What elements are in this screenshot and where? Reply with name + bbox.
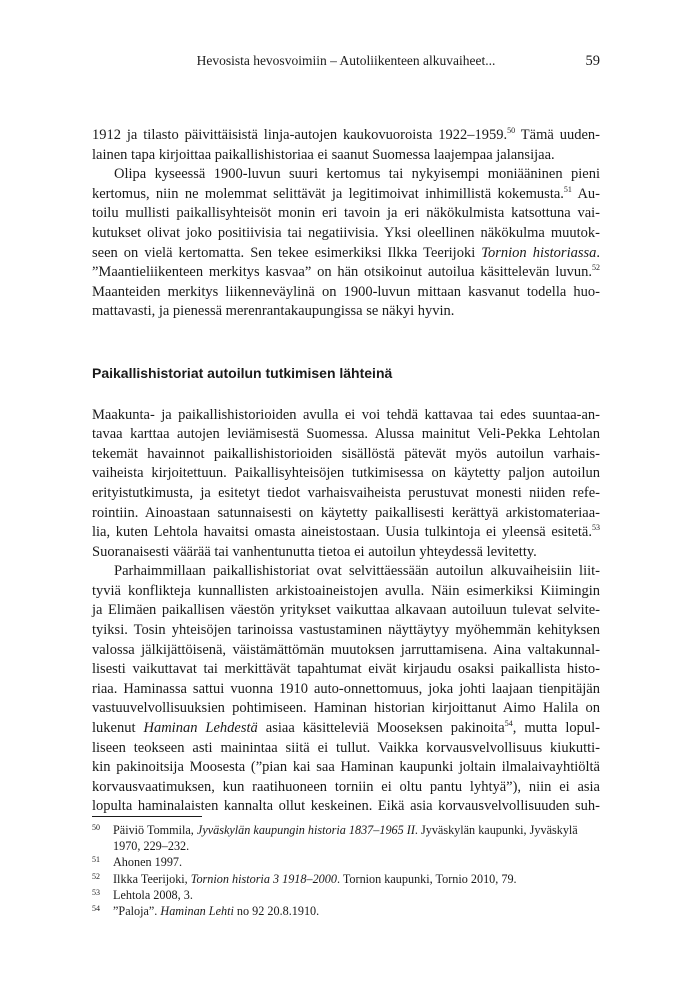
- text-line: tavaa karttaa autojen leviämisestä Suomessa. Alussa mainitut Veli-Pekka Lehtolan: [92, 426, 600, 443]
- footnote-text: Päiviö Tommila, Jyväskylän kaupungin historia 1837–1965 II. Jyväskylän kaupunki, Jyväskylä: [113, 823, 578, 837]
- text-line: kertomus, niin ne molemmat selittävät ja legitimoivat inhimillistä kokemusta.$^{51}$ Au-: [92, 184, 601, 202]
- text-line: toilu mullisti paikallisyhteisöt monin eri tavoin ja eri näkökulmista katsottuna vai-: [92, 205, 600, 222]
- footnote-ref[interactable]: 51: [563, 184, 572, 194]
- footnote-number: 50: [92, 823, 100, 832]
- text-line: lia, kuten Lehtola havaitsi omasta aineistostaan. Uusia tulkintoja ei yleensä esitetä.$^{53}$: [92, 523, 600, 541]
- text-line: korvausvaatimuksen, kun raatihuoneen torniin ei oltu pantu lyhtyä”), niin ei asia: [92, 778, 600, 795]
- paragraph: [92, 126, 600, 165]
- text-line: lisesti vaikuttavat tai merkittävät tapahtumat eivät kirjaudu osaksi paikallista histo-: [92, 661, 600, 678]
- footnote-divider: [92, 816, 202, 817]
- footnote-number: 51: [92, 855, 100, 865]
- text-line: vastuuvelvollisuuksien pohtimiseen. Haminan historian kirjoittanut Aimo Halila on: [92, 700, 600, 717]
- text-line: 1912 ja tilasto päivittäisistä linja-autojen kaukovuoroista 1922–1959.50 Tämä uuden-: [92, 126, 600, 143]
- footnote-53: [92, 887, 600, 903]
- text-line: lainen tapa kirjoittaa paikallishistoriaa ei saanut Suomessa laajempaa jalansijaa.: [92, 146, 555, 163]
- text-line: mattavasti, ja pienessä merenrantakaupungissa se näkyi hyvin.: [92, 303, 455, 320]
- running-title: Hevosista hevosvoimiin – Autoliikenteen alkuvaiheet...: [196, 53, 496, 68]
- footnote-text: Ilkka Teerijoki, Tornion historia 3 1918–2000. Tornion kaupunki, Tornio 2010, 79.: [113, 871, 517, 886]
- body-text: [92, 126, 600, 817]
- footnote-number: 54: [92, 904, 100, 914]
- text-line: riaa. Haminassa sattui vuonna 1910 auto-onnettomuus, joka johti laajaan tienpitäjän: [92, 680, 600, 697]
- text-line: Maakunta- ja paikallishistorioiden avulla ei voi tehdä kattavaa tai edes suuntaa-an-: [92, 406, 600, 423]
- footnote-ref[interactable]: 52: [592, 263, 600, 273]
- paragraph: [92, 165, 600, 322]
- text-line: tekemät havainnot paikallishistorioiden sisällöstä pätevät myös autoilun varhais-: [92, 445, 600, 462]
- text-line: Suoranaisesti väärää tai vanhentunutta tietoa ei autoilun yhteydessä levitetty.: [92, 543, 537, 560]
- footnote-number: 53: [92, 887, 100, 897]
- text-line: Maanteiden merkitys liikenneväylinä on 1900-luvun mittaan kasvanut todella huo-: [92, 283, 600, 300]
- text-line: rointiin. Ainoastaan satunnaisesti on käytetty paikallisesti kerättyä arkistomateriaa-: [92, 504, 600, 521]
- page-number: 59: [585, 53, 600, 69]
- footnote-51: [92, 854, 600, 870]
- text-line: tyiksi. Tosin yhteisöjen tarinoissa vastustaminen näyttäytyy myöhemmän kehityksen: [92, 622, 600, 639]
- text-line: liseen teokseen asti mainintaa siitä ei tullut. Vaikka korvausvelvollisuus kiukutti-: [92, 739, 600, 756]
- footnote-number: 52: [92, 871, 100, 881]
- footnotes: [92, 822, 600, 919]
- footnote-text: Ahonen 1997.: [113, 855, 183, 870]
- text-line: erityistutkimusta, ja esitetyt tiedot varhaisvaiheista perustuvat monesti niiden refe-: [92, 484, 600, 501]
- footnote-50: [92, 822, 600, 854]
- running-header: [92, 50, 600, 72]
- footnote-ref[interactable]: 53: [592, 523, 600, 533]
- footnote-52: [92, 871, 600, 887]
- text-line: ”Maantieliikenteen merkitys kasvaa” on hän otsikoinut autoilua käsittelevän luvun.$^{52}$: [92, 263, 600, 281]
- paragraph: [92, 562, 600, 817]
- footnote-text-cont: 1970, 229–232.: [113, 839, 190, 854]
- section-heading: Paikallishistoriat autoilun tutkimisen lähteinä: [92, 364, 393, 381]
- footnote-54: [92, 903, 600, 919]
- text-line: Parhaimmillaan paikallishistoriat ovat selvittäessään autoilun alkuvaiheisiin liit-: [114, 563, 600, 580]
- text-line: lopulta haminalaisten kannalta ollut keskeinen. Eikä asia korvausvelvollisuuden suh-: [92, 798, 600, 815]
- text-line: ja Elimäen paikallisen väestön yritykset vaikuttaa alkavaan autoiluun tulevat selvite-: [92, 602, 600, 619]
- text-line: seen on vielä kertomatta. Sen tekee esimerkiksi Ilkka Teerijoki Tornion historiassa.: [92, 244, 601, 261]
- footnote-text: Lehtola 2008, 3.: [113, 887, 193, 902]
- footnote-ref[interactable]: 54: [504, 719, 513, 729]
- text-line: kutukset olivat joko positiivisia tai negatiivisia. Yksi oleellinen näkökulma muutok-: [92, 224, 600, 241]
- text-line: lukenut Haminan Lehdestä asiaa käsitteleviä Mooseksen pakinoita$^{54}$, mutta lopul-: [92, 719, 600, 737]
- text-line: valossa jälkijättöisenä, väistämättömän muutoksen jarruttamisena. Aina valtakunnal-: [92, 641, 600, 658]
- text-line: vaiheista kirjoitettuun. Paikallisyhteisöjen tutkimisessa on käytetty paljon autoilun: [92, 465, 600, 482]
- footnote-ref[interactable]: 50: [507, 126, 516, 136]
- footnote-text: ”Paloja”. Haminan Lehti no 92 20.8.1910.: [113, 904, 320, 919]
- text-line: Olipa kyseessä 1900-luvun suuri kertomus tai nykyisempi moniääninen pieni: [114, 166, 600, 183]
- paragraph: [92, 406, 600, 563]
- text-line: tyviä konflikteja kunnallisten arkistoaineistojen avulla. Näin esimerkiksi Kiimingin: [92, 582, 600, 599]
- text-line: kin pakinoitsija Moosesta (”pian kai saa Haminan kaupunki joltain ilmalaivayhtiöltä: [92, 759, 600, 776]
